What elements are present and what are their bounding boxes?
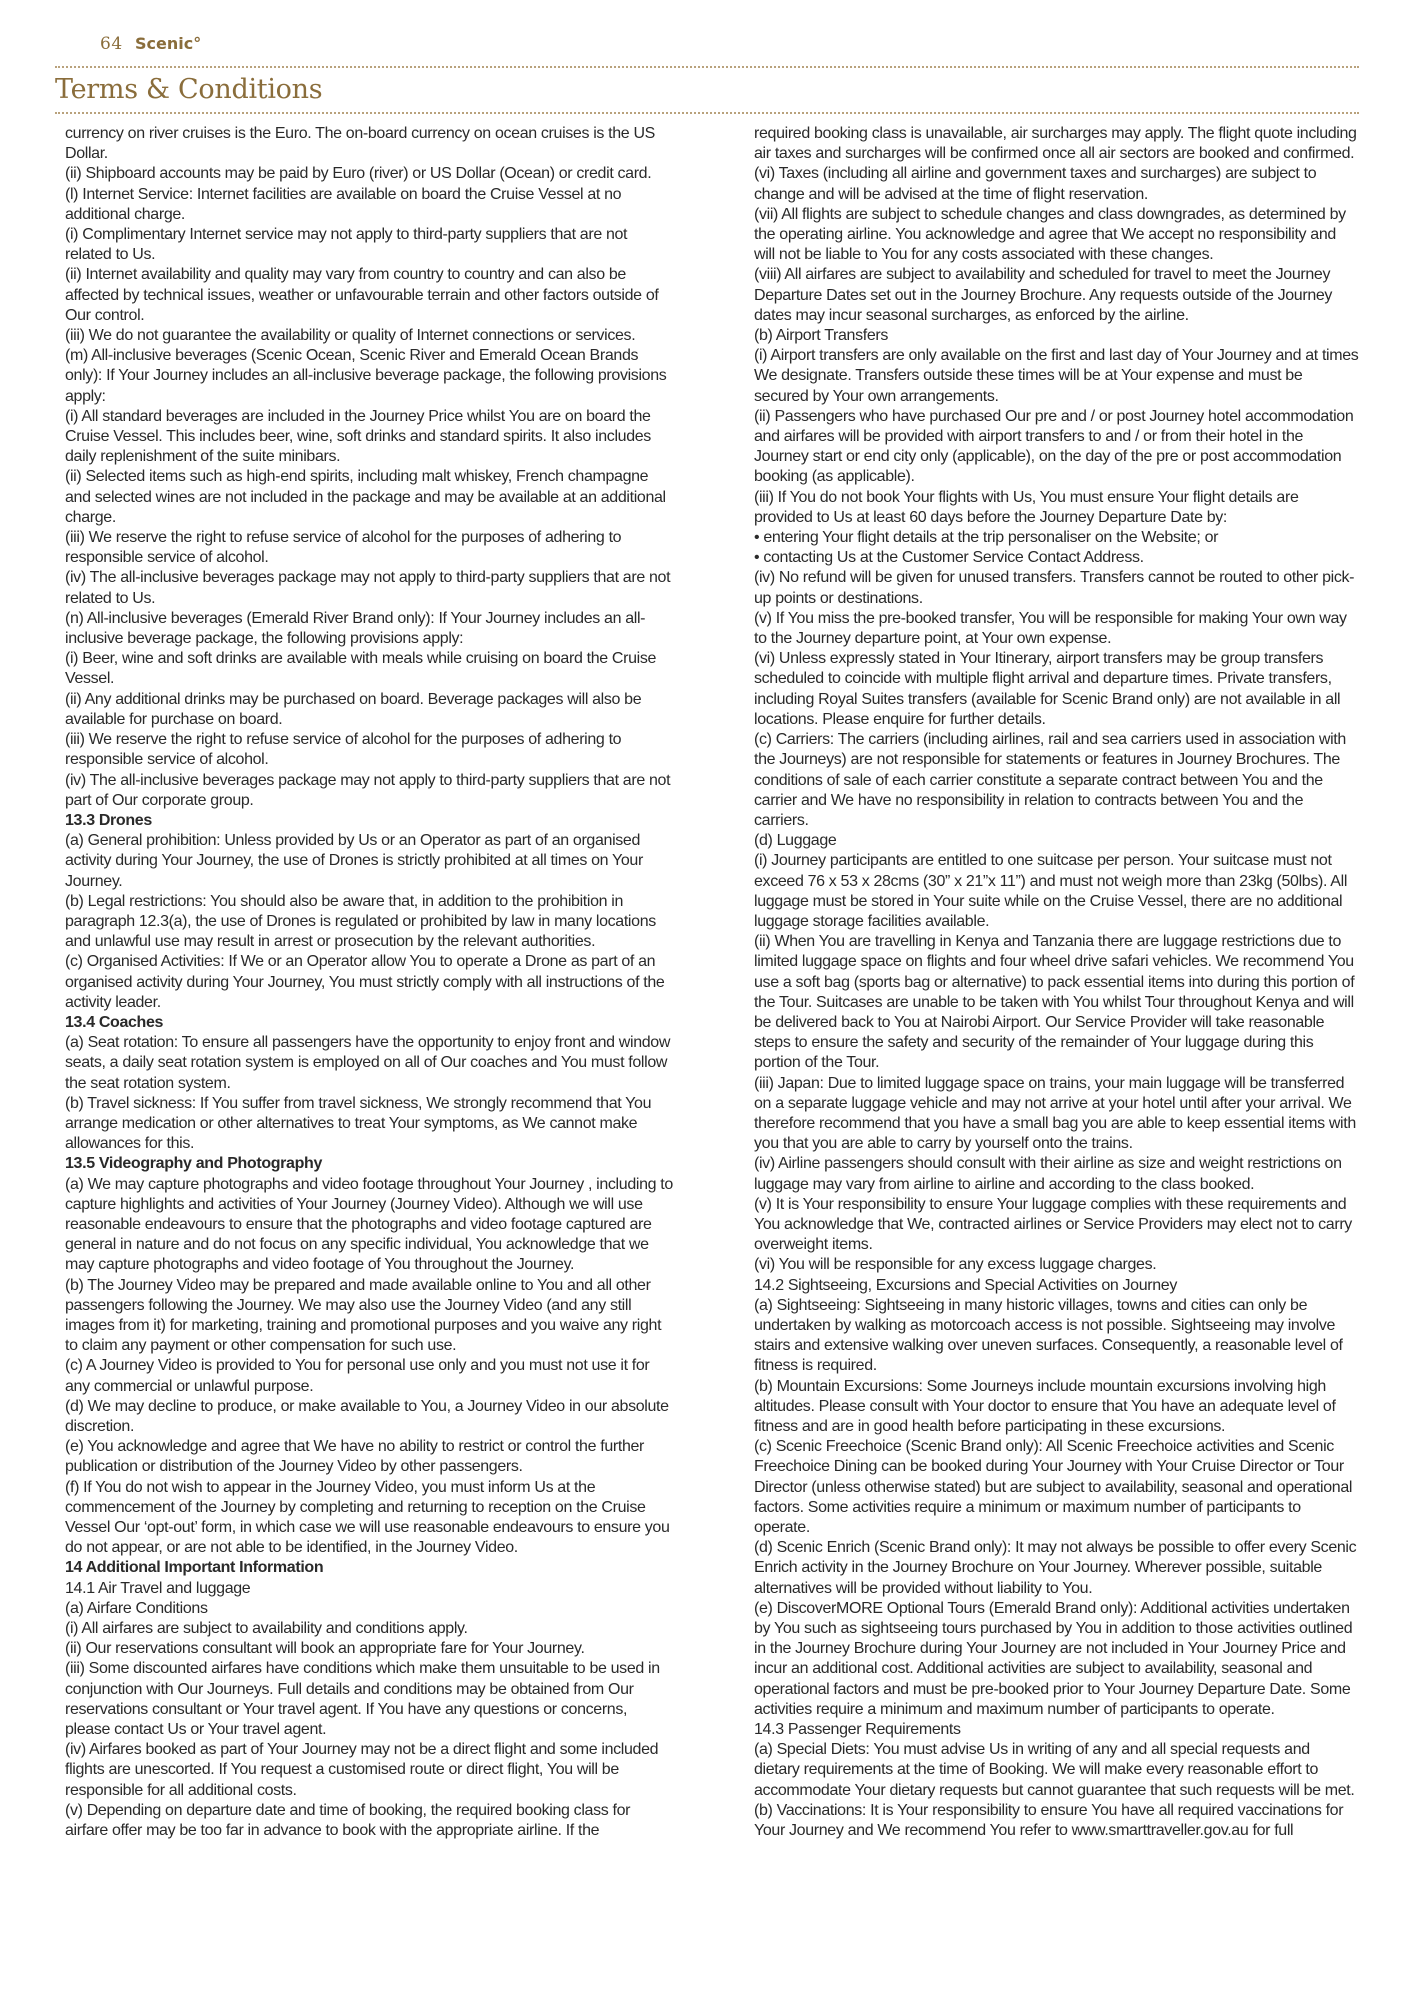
paragraph: (iv) Airfares booked as part of Your Journey may not be a direct flight and some included flights are unescorted. If You request a customised route or direct flight, You will be responsible for all additional costs. xyxy=(65,1741,659,1799)
paragraph: (i) Journey participants are entitled to one suitcase per person. Your suitcase must not exceed 76 x 53 x 28cms (30” x 21”x 11”) and must not weigh more than 23kg (50lbs). All luggage must be stored in Your suite while on the Cruise Vessel, there are no additional luggage storage facilities available. xyxy=(754,852,1348,930)
paragraph: (vii) All flights are subject to schedule changes and class downgrades, as determined by the operating airline. You acknowledge and agree that We accept no responsibility and will not be liable to You for any costs associated with these changes. xyxy=(754,205,1346,264)
paragraph: • entering Your flight details at the trip personaliser on the Website; or xyxy=(754,529,1219,547)
paragraph: 14.2 Sightseeing, Excursions and Special Activities on Journey xyxy=(754,1276,1178,1294)
paragraph: (ii) Shipboard accounts may be paid by Euro (river) or US Dollar (Ocean) or credit card. xyxy=(65,165,652,183)
paragraph: (a) We may capture photographs and video footage throughout Your Journey , including to capture highlights and activities of Your Journey (Journey Video). Although we will use reasonable endeavours to ensure that the photographs and video footage captured are general in nature and do not focus on any specific individual, You acknowledge that we may capture photographs and video footage of You throughout the Journey. xyxy=(65,1175,673,1274)
paragraph: 14.1 Air Travel and luggage xyxy=(65,1579,251,1597)
paragraph: (i) All airfares are subject to availability and conditions apply. xyxy=(65,1620,468,1638)
section-heading: 13.3 Drones xyxy=(65,811,152,829)
paragraph: (v) If You miss the pre-booked transfer, You will be responsible for making Your own way to the Journey departure point, at Your own expense. xyxy=(754,609,1347,648)
paragraph: (iii) Japan: Due to limited luggage space on trains, your main luggage will be transferred on a separate luggage vehicle and may not arrive at your hotel until after your arrival. We therefore recommend that you have a small bag you are able to keep essential items with you that you are able to carry by yourself onto the trains. xyxy=(754,1074,1356,1153)
paragraph: (ii) Internet availability and quality may vary from country to country and can also be affected by technical issues, weather or unfavourable terrain and other factors outside of Our control. xyxy=(65,266,659,324)
paragraph: (a) General prohibition: Unless provided by Us or an Operator as part of an organised activity during Your Journey, the use of Drones is strictly prohibited at all times on Your Journey. xyxy=(65,832,643,890)
paragraph: (vi) Unless expressly stated in Your Itinerary, airport transfers may be group transfers scheduled to coincide with multiple flight arrival and departure times. Private transfers, including Royal Suites transfers (available for Scenic Brand only) are not available in all locations. Please enquire for further details. xyxy=(754,650,1341,728)
paragraph: (iii) We reserve the right to refuse service of alcohol for the purposes of adhering to responsible service of alcohol. xyxy=(65,529,622,567)
paragraph: (ii) Passengers who have purchased Our pre and / or post Journey hotel accommodation and airfares will be provided with airport transfers to and / or from their hotel in the Journey start or end city only (applicable), on the day of the pre or post accommodation booking (as applicable). xyxy=(754,407,1354,486)
paragraph: (b) The Journey Video may be prepared and made available online to You and all other passengers following the Journey. We may also use the Journey Video (and any still images from it) for marketing, training and promotional purposes and you waive any right to claim any payment or other compensation for such use. xyxy=(65,1276,662,1355)
paragraph: (b) Mountain Excursions: Some Journeys include mountain excursions involving high altitudes. Please consult with Your doctor to ensure that You have an adequate level of fitness and are in good health before participating in these excursions. xyxy=(754,1377,1336,1435)
header-divider-bottom xyxy=(55,112,1359,114)
page-number: 64 xyxy=(100,34,123,54)
paragraph: (iv) The all-inclusive beverages package may not apply to third-party suppliers that are not part of Our corporate group. xyxy=(65,771,671,809)
paragraph: (ii) Selected items such as high-end spirits, including malt whiskey, French champagne and selected wines are not included in the package and may be available at an additional charge. xyxy=(65,468,666,526)
paragraph: (iv) The all-inclusive beverages package may not apply to third-party suppliers that are not related to Us. xyxy=(65,569,671,607)
paragraph: (i) Airport transfers are only available on the first and last day of Your Journey and at times We designate. Transfers outside these times will be at Your expense and must be secured by Your own arrangements. xyxy=(754,347,1359,405)
paragraph: (b) Legal restrictions: You should also be aware that, in addition to the prohibition in paragraph 12.3(a), the use of Drones is regulated or prohibited by law in many locations and unlawful use may result in arrest or prosecution by the relevant authorities. xyxy=(65,892,656,951)
paragraph: (iii) Some discounted airfares have conditions which make them unsuitable to be used in conjunction with Our Journeys. Full details and conditions may be obtained from Our reservations consultant or Your travel agent. If You have any questions or concerns, please contact Us or Your travel agent. xyxy=(65,1660,660,1739)
paragraph: (v) It is Your responsibility to ensure Your luggage complies with these requirements and You acknowledge that We, contracted airlines or Service Providers may elect not to carry overweight items. xyxy=(754,1195,1352,1254)
paragraph: required booking class is unavailable, air surcharges may apply. The flight quote including air taxes and surcharges will be confirmed once all air sectors are booked and confirmed. xyxy=(754,125,1357,163)
paragraph: (v) Depending on departure date and time of booking, the required booking class for airfare offer may be too far in advance to book with the appropriate airline. If the xyxy=(65,1801,631,1840)
paragraph: (b) Travel sickness: If You suffer from travel sickness, We strongly recommend that You arrange medication or other alternatives to treat Your symptoms, as We cannot make allowances for this. xyxy=(65,1094,652,1153)
paragraph: (ii) Our reservations consultant will book an appropriate fare for Your Journey. xyxy=(65,1640,585,1658)
paragraph: (n) All-inclusive beverages (Emerald River Brand only): If Your Journey includes an all-inclusive beverage package, the following provisions apply: xyxy=(65,609,646,648)
paragraph: (iv) No refund will be given for unused transfers. Transfers cannot be routed to other pick-up points or destinations. xyxy=(754,569,1355,607)
section-heading: 13.5 Videography and Photography xyxy=(65,1155,323,1173)
paragraph: (vi) Taxes (including all airline and government taxes and surcharges) are subject to change and will be advised at the time of flight reservation. xyxy=(754,165,1317,203)
paragraph: (b) Vaccinations: It is Your responsibility to ensure You have all required vaccinations for Your Journey and We recommend You refer to www.smarttraveller.gov.au for full xyxy=(754,1801,1344,1840)
paragraph: (c) Scenic Freechoice (Scenic Brand only): All Scenic Freechoice activities and Scenic Freechoice Dining can be booked during Your Journey with Your Cruise Director or Tour Director (unless otherwise stated) but are subject to availability, seasonal and operational factors. Some activities require a minimum or maximum number of participants to operate. xyxy=(754,1438,1353,1537)
paragraph: (ii) Any additional drinks may be purchased on board. Beverage packages will also be available for purchase on board. xyxy=(65,690,642,728)
page-title: Terms & Conditions xyxy=(55,74,323,105)
paragraph: (l) Internet Service: Internet facilities are available on board the Cruise Vessel at no additional charge. xyxy=(65,185,622,223)
paragraph: (iii) We do not guarantee the availability or quality of Internet connections or services. xyxy=(65,327,636,345)
paragraph: (f) If You do not wish to appear in the Journey Video, you must inform Us at the commencement of the Journey by completing and returning to reception on the Cruise Vessel Our ‘opt-out’ form, in which case we will use reasonable endeavours to ensure you do not appear, or are not able to be identified, in the Journey Video. xyxy=(65,1478,670,1557)
paragraph: currency on river cruises is the Euro. The on-board currency on ocean cruises is the US Dollar. xyxy=(65,125,655,163)
paragraph: (c) A Journey Video is provided to You for personal use only and you must not use it for any commercial or unlawful purpose. xyxy=(65,1357,650,1395)
paragraph: 14.3 Passenger Requirements xyxy=(754,1721,961,1739)
paragraph: (a) Special Diets: You must advise Us in writing of any and all special requests and dietary requirements at the time of Booking. We will make every reasonable effort to accommodate Your dietary requests but cannot guarantee that such requests will be met. xyxy=(754,1741,1355,1799)
left-column xyxy=(65,124,675,1841)
paragraph: (b) Airport Transfers xyxy=(754,327,889,345)
section-heading: 13.4 Coaches xyxy=(65,1013,164,1031)
paragraph: (d) Scenic Enrich (Scenic Brand only): It may not always be possible to offer every Scenic Enrich activity in the Journey Brochure on Your Journey. Wherever possible, suitable alternatives will be provided without liability to You. xyxy=(754,1539,1357,1597)
paragraph: (a) Airfare Conditions xyxy=(65,1599,208,1617)
paragraph: (i) Beer, wine and soft drinks are available with meals while cruising on board the Cruise Vessel. xyxy=(65,650,657,688)
paragraph: (c) Organised Activities: If We or an Operator allow You to operate a Drone as part of an organised activity during Your Journey, You must strictly comply with all instructions of the activity leader. xyxy=(65,953,665,1011)
paragraph: (m) All-inclusive beverages (Scenic Ocean, Scenic River and Emerald Ocean Brands only): If Your Journey includes an all-inclusive beverage package, the following provisions apply: xyxy=(65,347,667,405)
paragraph: (a) Seat rotation: To ensure all passengers have the opportunity to enjoy front and window seats, a daily seat rotation system is employed on all of Our coaches and You must follow the seat rotation system. xyxy=(65,1034,671,1092)
paragraph: (iii) If You do not book Your flights with Us, You must ensure Your flight details are provided to Us at least 60 days before the Journey Departure Date by: xyxy=(754,488,1299,526)
paragraph: (d) We may decline to produce, or make available to You, a Journey Video in our absolute discretion. xyxy=(65,1397,669,1435)
paragraph: (e) You acknowledge and agree that We have no ability to restrict or control the further publication or distribution of the Journey Video by other passengers. xyxy=(65,1438,645,1476)
page-header xyxy=(55,34,1359,60)
paragraph: (d) Luggage xyxy=(754,832,837,850)
paragraph: (a) Sightseeing: Sightseeing in many historic villages, towns and cities can only be undertaken by walking as motorcoach access is not possible. Sightseeing may involve stairs and extensive walking over uneven surfaces. Consequently, a reasonable level of fitness is required. xyxy=(754,1296,1343,1375)
paragraph: (iii) We reserve the right to refuse service of alcohol for the purposes of adhering to responsible service of alcohol. xyxy=(65,731,622,769)
right-column xyxy=(754,124,1359,1841)
brand-logo: Scenic° xyxy=(135,34,202,53)
paragraph: (c) Carriers: The carriers (including airlines, rail and sea carriers used in association with the Journeys) are not responsible for statements or features in Journey Brochures. The conditions of sale of each carrier constitute a separate contract between You and the carrier and We have no responsibility in relation to contracts between You and the carriers. xyxy=(754,731,1346,829)
header-divider-top xyxy=(55,66,1359,68)
paragraph: • contacting Us at the Customer Service Contact Address. xyxy=(754,549,1144,567)
paragraph: (i) Complimentary Internet service may not apply to third-party suppliers that are not related to Us. xyxy=(65,226,628,264)
paragraph: (e) DiscoverMORE Optional Tours (Emerald Brand only): Additional activities undertaken by You such as sightseeing tours purchased by You in addition to those activities outlined in the Journey Brochure during Your Journey are not included in Your Journey Price and incur an additional cost. Additional activities are subject to availability, seasonal and operational factors and must be pre-booked prior to Your Journey Departure Date. Some activities require a minimum and maximum number of participants to operate. xyxy=(754,1599,1353,1718)
paragraph: (viii) All airfares are subject to availability and scheduled for travel to meet the Journey Departure Dates set out in the Journey Brochure. Any requests outside of the Journey dates may incur seasonal surcharges, as enforced by the airline. xyxy=(754,266,1333,324)
paragraph: (iv) Airline passengers should consult with their airline as size and weight restrictions on luggage may vary from airline to airline and according to the class booked. xyxy=(754,1155,1342,1193)
paragraph: (ii) When You are travelling in Kenya and Tanzania there are luggage restrictions due to limited luggage space on flights and four wheel drive safari vehicles. We recommend You use a soft bag (sports bag or alternative) to pack essential items into during this portion of the Tour. Suitcases are unable to be taken with You whilst Tour throughout Kenya and will be delivered back to You at Nairobi Airport. Our Service Provider will take reasonable steps to ensure the safety and security of the remainder of Your luggage during this portion of the Tour. xyxy=(754,933,1355,1072)
section-heading: 14 Additional Important Information xyxy=(65,1559,324,1577)
paragraph: (vi) You will be responsible for any excess luggage charges. xyxy=(754,1256,1157,1274)
paragraph: (i) All standard beverages are included in the Journey Price whilst You are on board the Cruise Vessel. This includes beer, wine, soft drinks and standard spirits. It also includes daily replenishment of the suite minibars. xyxy=(65,407,651,466)
